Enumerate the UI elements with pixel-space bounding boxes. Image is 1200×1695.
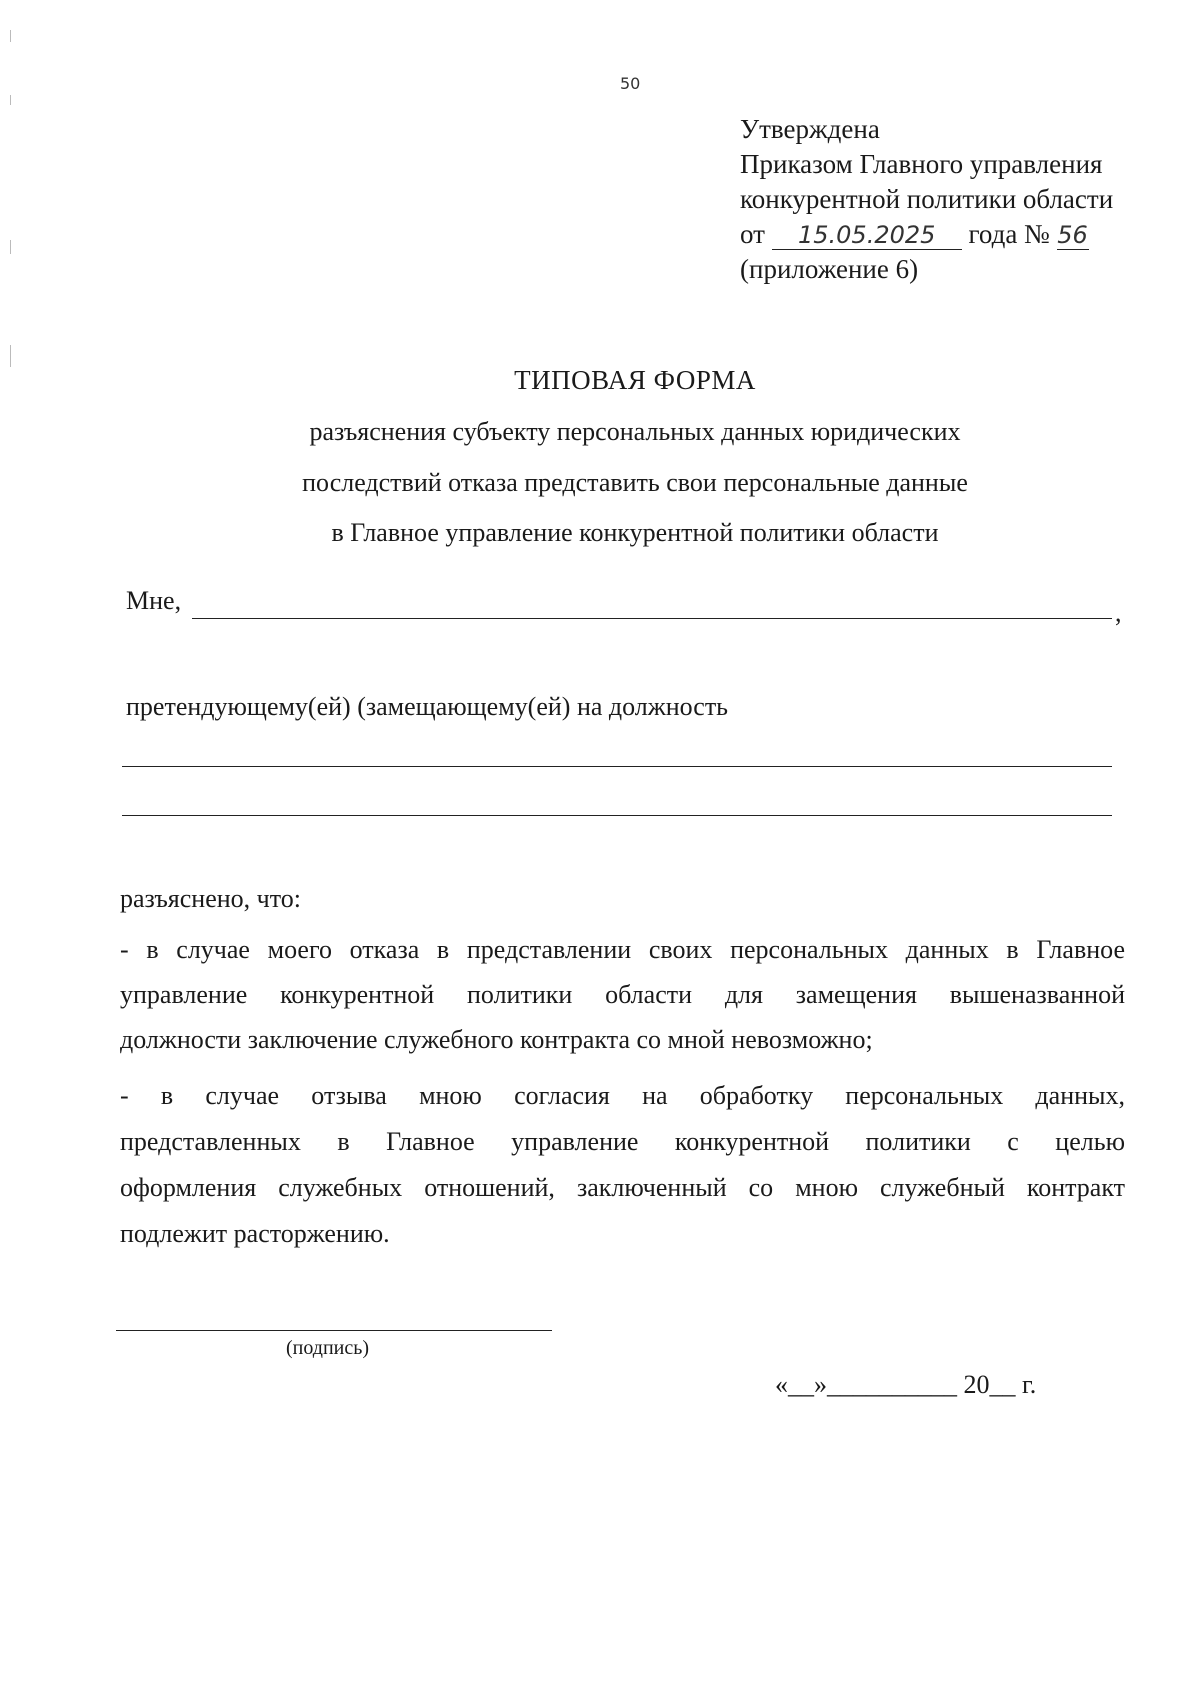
order-number: 56 [1057, 221, 1088, 249]
approval-line-3: конкурентной политики области [740, 184, 1114, 214]
approval-line-5: (приложение 6) [740, 254, 919, 284]
date-prefix: от [740, 219, 765, 249]
form-title: ТИПОВАЯ ФОРМА [514, 365, 756, 395]
date-suffix: года № [968, 219, 1050, 249]
page-number: 50 [620, 74, 641, 93]
item2-line-2: представленных в Главное управление конкурентной политики с целью [120, 1127, 1125, 1156]
item1-line-1: - в случае моего отказа в представлении своих персональных данных в Главное [120, 935, 1125, 964]
form-subtitle-2: последствий отказа представить свои персональные данные [302, 468, 968, 497]
form-subtitle-1: разъяснения субъекту персональных данных юридических [309, 417, 961, 446]
item1-line-3: должности заключение служебного контракта со мной невозможно; [120, 1025, 873, 1054]
item2-line-4: подлежит расторжению. [120, 1219, 390, 1248]
position-field-line-1[interactable] [122, 766, 1112, 767]
approval-block [740, 112, 1113, 287]
signature-caption: (подпись) [286, 1337, 370, 1359]
item2-line-3: оформления служебных отношений, заключенный со мною служебный контракт [120, 1173, 1125, 1202]
order-date: 15.05.2025 [772, 221, 962, 250]
date-line: «__»__________ 20__ г. [775, 1370, 1037, 1399]
item2-line-1: - в случае отзыва мною согласия на обработку персональных данных, [120, 1081, 1125, 1110]
scan-margin-mark [10, 240, 11, 254]
me-label: Мне, [126, 586, 182, 615]
scan-margin-mark [10, 345, 11, 367]
approval-line-1: Утверждена [740, 114, 880, 144]
item1-line-2: управление конкурентной политики области для замещения вышеназванной [120, 980, 1125, 1009]
scan-margin-mark [10, 95, 11, 105]
form-subtitle-3: в Главное управление конкурентной политики области [331, 518, 939, 547]
approval-date-line [740, 217, 1113, 252]
approval-line-2: Приказом Главного управления [740, 149, 1103, 179]
name-field-comma: , [1115, 598, 1122, 627]
position-label: претендующему(ей) (замещающему(ей) на должность [126, 692, 729, 721]
explained-label: разъяснено, что: [120, 884, 301, 913]
position-field-line-2[interactable] [122, 815, 1112, 816]
signature-line[interactable] [116, 1330, 552, 1331]
scan-margin-mark [10, 30, 11, 42]
name-field-line[interactable] [192, 618, 1112, 619]
